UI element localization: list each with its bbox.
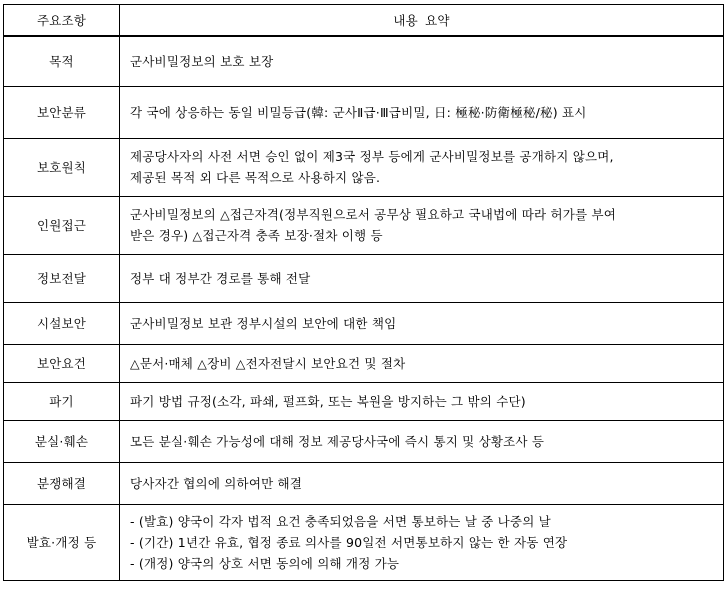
agreement-summary-table	[3, 4, 724, 581]
table-row	[4, 36, 724, 86]
row-value-line: 파기 방법 규정(소각, 파쇄, 펄프화, 또는 복원을 방지하는 그 밖의 수단)	[130, 393, 526, 409]
row-key: 분쟁해결	[4, 462, 120, 504]
row-value-line: - (발효) 양국이 각자 법적 요건 충족되었음을 서면 통보하는 날 중 나중의 날	[130, 513, 551, 529]
row-value-line: 당사자간 협의에 의하여만 해결	[130, 475, 303, 491]
row-value-line: 제공된 목적 외 다른 목적으로 사용하지 않음.	[130, 170, 381, 185]
row-value	[120, 302, 724, 344]
row-key: 정보전달	[4, 254, 120, 302]
row-value	[120, 420, 724, 462]
row-value-line: 각 국에 상응하는 동일 비밀등급(韓: 군사Ⅱ급·Ⅲ급비밀, 日: 極秘·防衛極秘/秘) 표시	[130, 104, 587, 120]
row-key: 인원접근	[4, 196, 120, 254]
row-value-line: 군사비밀정보의 보호 보장	[130, 53, 274, 69]
table-row	[4, 344, 724, 382]
row-value-line: - (기간) 1년간 유효, 협정 종료 의사를 90일전 서면통보하지 않는 한 자동 연장	[130, 534, 568, 550]
row-key: 파기	[4, 382, 120, 420]
row-value-line: 받은 경우) △접근자격 충족 보장·절차 이행 등	[130, 228, 383, 243]
row-value	[120, 138, 724, 196]
row-value	[120, 86, 724, 138]
table-row	[4, 196, 724, 254]
header-key-column: 주요조항	[4, 5, 120, 37]
row-value	[120, 504, 724, 580]
row-key: 보안분류	[4, 86, 120, 138]
header-value-column: 내용 요약	[120, 5, 724, 37]
row-value-line: 군사비밀정보 보관 정부시설의 보안에 대한 책임	[130, 315, 397, 331]
row-value-line: - (개정) 양국의 상호 서면 동의에 의해 개정 가능	[130, 555, 400, 571]
table-row	[4, 382, 724, 420]
table-row	[4, 302, 724, 344]
row-key: 분실·훼손	[4, 420, 120, 462]
row-key: 목적	[4, 36, 120, 86]
row-key: 보안요건	[4, 344, 120, 382]
table-row	[4, 254, 724, 302]
row-value	[120, 196, 724, 254]
row-value-line: 모든 분실·훼손 가능성에 대해 정보 제공당사국에 즉시 통지 및 상황조사 등	[130, 433, 545, 449]
table-row	[4, 462, 724, 504]
row-value-line: 제공당사자의 사전 서면 승인 없이 제3국 정부 등에게 군사비밀정보를 공개하지 않으며,	[130, 149, 614, 164]
row-key: 시설보안	[4, 302, 120, 344]
row-value-line: 군사비밀정보의 △접근자격(정부직원으로서 공무상 필요하고 국내법에 따라 허가를 부여	[130, 207, 617, 222]
table-header-row	[4, 5, 724, 37]
row-key: 보호원칙	[4, 138, 120, 196]
row-value	[120, 382, 724, 420]
row-value-line: 정부 대 정부간 경로를 통해 전달	[130, 270, 311, 286]
row-value	[120, 344, 724, 382]
summary-table-wrapper	[3, 4, 724, 581]
table-row	[4, 504, 724, 580]
table-row	[4, 420, 724, 462]
row-value-line: △문서·매체 △장비 △전자전달시 보안요건 및 절차	[130, 355, 406, 371]
row-value	[120, 462, 724, 504]
table-row	[4, 138, 724, 196]
row-value	[120, 254, 724, 302]
row-key: 발효·개정 등	[4, 504, 120, 580]
row-value	[120, 36, 724, 86]
table-row	[4, 86, 724, 138]
